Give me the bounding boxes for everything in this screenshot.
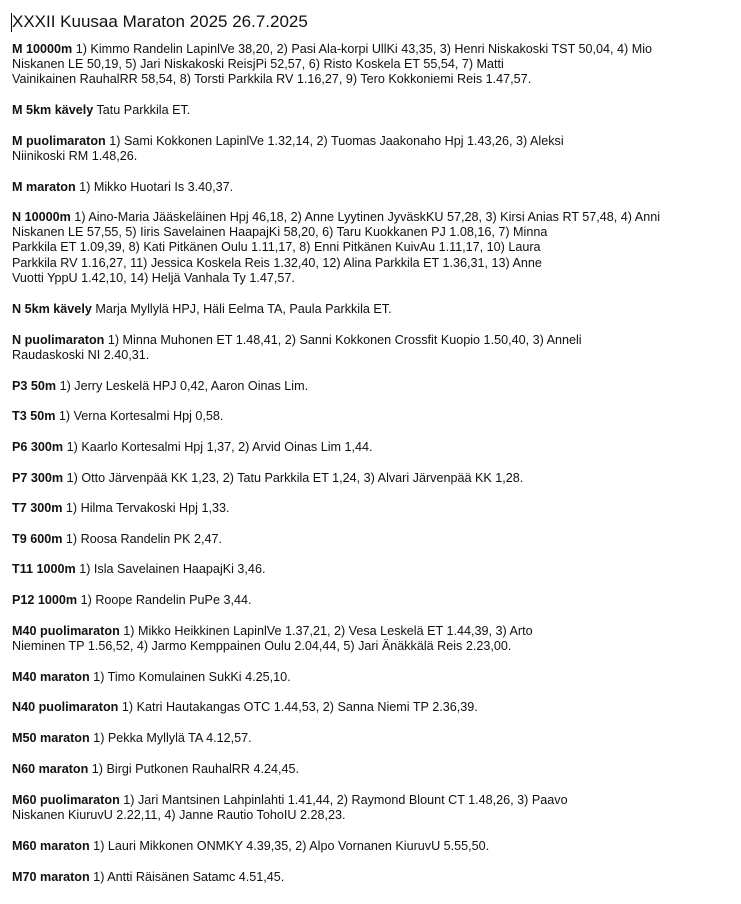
category-label: P7 300m: [12, 471, 64, 485]
result-line: [12, 149, 712, 164]
result-paragraph: [12, 624, 712, 654]
result-line: [12, 793, 712, 808]
result-text: 1) Kaarlo Kortesalmi Hpj 1,37, 2) Arvid Oinas Lim 1,44.: [63, 440, 373, 454]
result-text: 1) Roosa Randelin PK 2,47.: [62, 532, 223, 546]
result-line: [12, 72, 712, 87]
result-line: [12, 42, 712, 57]
document-title: XXXII Kuusaa Maraton 2025 26.7.2025: [12, 12, 308, 31]
result-paragraph: [12, 593, 712, 608]
category-label: M maraton: [12, 180, 76, 194]
result-line: [12, 700, 712, 715]
result-line: [12, 379, 712, 394]
category-label: N puolimaraton: [12, 333, 105, 347]
result-line: [12, 624, 712, 639]
category-label: T7 300m: [12, 501, 63, 515]
result-line: [12, 134, 712, 149]
result-paragraph: [12, 333, 712, 363]
category-label: P12 1000m: [12, 593, 78, 607]
result-text: 1) Mikko Heikkinen LapinlVe 1.37,21, 2) Vesa Leskelä ET 1.44,39, 3) Arto: [119, 624, 533, 638]
result-text: Niinikoski RM 1.48,26.: [12, 149, 138, 164]
result-paragraph: [12, 731, 712, 746]
result-paragraph: [12, 870, 712, 885]
result-paragraph: [12, 440, 712, 455]
result-text: 1) Jerry Leskelä HPJ 0,42, Aaron Oinas Lim.: [56, 379, 309, 393]
result-text: 1) Roope Randelin PuPe 3,44.: [77, 593, 252, 607]
result-text: Niskanen LE 57,55, 5) Iiris Savelainen HaapajKi 58,20, 6) Taru Kuokkanen PJ 1.08,16, 7) Minna: [12, 225, 548, 240]
result-text: Nieminen TP 1.56,52, 4) Jarmo Kemppainen Oulu 2.04,44, 5) Jari Änäkkälä Reis 2.23,00.: [12, 639, 512, 654]
result-text: Vainikainen RauhalRR 58,54, 8) Torsti Parkkila RV 1.16,27, 9) Tero Kokkoniemi Reis 1.47,57.: [12, 72, 532, 87]
category-label: N 5km kävely: [12, 302, 92, 316]
category-label: M70 maraton: [12, 870, 90, 884]
result-paragraph: [12, 134, 712, 164]
result-paragraph: [12, 700, 712, 715]
result-paragraph: [12, 302, 712, 317]
result-paragraph: [12, 532, 712, 547]
category-label: N60 maraton: [12, 762, 89, 776]
result-line: [12, 670, 712, 685]
result-line: [12, 593, 712, 608]
category-label: N40 puolimaraton: [12, 700, 119, 714]
result-paragraph: [12, 670, 712, 685]
result-text: Marja Myllylä HPJ, Häli Eelma TA, Paula Parkkila ET.: [91, 302, 392, 316]
result-text: Tatu Parkkila ET.: [93, 103, 191, 117]
result-text: Vuotti YppU 1.42,10, 14) Heljä Vanhala Ty 1.47,57.: [12, 270, 295, 285]
result-line: [12, 225, 712, 240]
result-paragraph: [12, 562, 712, 577]
result-text: 1) Birgi Putkonen RauhalRR 4.24,45.: [88, 762, 300, 776]
result-text: 1) Antti Räisänen Satamc 4.51,45.: [89, 870, 285, 884]
result-line: [12, 562, 712, 577]
result-paragraph: [12, 793, 712, 823]
result-line: [12, 731, 712, 746]
result-text: 1) Sami Kokkonen LapinlVe 1.32,14, 2) Tuomas Jaakonaho Hpj 1.43,26, 3) Aleksi: [105, 134, 564, 148]
result-text: Parkkila ET 1.09,39, 8) Kati Pitkänen Oulu 1.11,17, 8) Enni Pitkänen KuivAu 1.11,17, 10) Laura: [12, 240, 541, 255]
result-text: 1) Katri Hautakangas OTC 1.44,53, 2) Sanna Niemi TP 2.36,39.: [118, 700, 478, 714]
result-line: [12, 271, 712, 286]
category-label: T11 1000m: [12, 562, 76, 576]
result-text: 1) Verna Kortesalmi Hpj 0,58.: [55, 409, 224, 423]
category-label: M50 maraton: [12, 731, 90, 745]
result-line: [12, 532, 712, 547]
result-text: 1) Timo Komulainen SukKi 4.25,10.: [89, 670, 291, 684]
category-label: M puolimaraton: [12, 134, 106, 148]
result-text: 1) Pekka Myllylä TA 4.12,57.: [89, 731, 252, 745]
result-text: 1) Isla Savelainen HaapajKi 3,46.: [75, 562, 266, 576]
result-text: Niskanen LE 50,19, 5) Jari Niskakoski ReisjPi 52,57, 6) Risto Koskela ET 55,54, 7) Matti: [12, 57, 504, 72]
category-label: M 5km kävely: [12, 103, 94, 117]
category-label: T9 600m: [12, 532, 63, 546]
result-line: [12, 302, 712, 317]
result-text: 1) Otto Järvenpää KK 1,23, 2) Tatu Parkkila ET 1,24, 3) Alvari Järvenpää KK 1,28.: [63, 471, 524, 485]
result-text: 1) Jari Mantsinen Lahpinlahti 1.41,44, 2) Raymond Blount CT 1.48,26, 3) Paavo: [119, 793, 568, 807]
result-paragraph: [12, 501, 712, 516]
result-line: [12, 762, 712, 777]
result-line: [12, 57, 712, 72]
result-line: [12, 240, 712, 255]
category-label: P6 300m: [12, 440, 64, 454]
result-text: Raudaskoski NI 2.40,31.: [12, 348, 150, 363]
result-line: [12, 348, 712, 363]
result-line: [12, 870, 712, 885]
result-line: [12, 256, 712, 271]
result-line: [12, 103, 712, 118]
result-line: [12, 639, 712, 654]
result-line: [12, 471, 712, 486]
category-label: P3 50m: [12, 379, 57, 393]
result-paragraph: [12, 103, 712, 118]
result-text: 1) Mikko Huotari Is 3.40,37.: [75, 180, 234, 194]
result-paragraph: [12, 42, 712, 88]
result-line: [12, 808, 712, 823]
result-line: [12, 501, 712, 516]
result-line: [12, 210, 712, 225]
result-text: 1) Hilma Tervakoski Hpj 1,33.: [62, 501, 230, 515]
result-line: [12, 839, 712, 854]
result-paragraph: [12, 471, 712, 486]
category-label: M60 puolimaraton: [12, 793, 120, 807]
result-paragraph: [12, 839, 712, 854]
result-text: Niskanen KiuruvU 2.22,11, 4) Janne Rautio TohoIU 2.28,23.: [12, 808, 346, 823]
result-paragraph: [12, 762, 712, 777]
result-line: [12, 440, 712, 455]
category-label: T3 50m: [12, 409, 56, 423]
result-paragraph: [12, 210, 712, 286]
category-label: M 10000m: [12, 42, 73, 56]
result-paragraph: [12, 409, 712, 424]
result-text: 1) Kimmo Randelin LapinlVe 38,20, 2) Pasi Ala-korpi UllKi 43,35, 3) Henri Niskakoski TST 50,04, 4) Mio: [72, 42, 653, 56]
result-text: 1) Lauri Mikkonen ONMKY 4.39,35, 2) Alpo Vornanen KiuruvU 5.55,50.: [89, 839, 490, 853]
category-label: M40 puolimaraton: [12, 624, 120, 638]
result-line: [12, 333, 712, 348]
result-paragraph: [12, 180, 712, 195]
result-line: [12, 180, 712, 195]
category-label: M60 maraton: [12, 839, 90, 853]
result-text: Parkkila RV 1.16,27, 11) Jessica Koskela Reis 1.32,40, 12) Alina Parkkila ET 1.36,31, 13) Anne: [12, 255, 542, 270]
result-text: 1) Aino-Maria Jääskeläinen Hpj 46,18, 2) Anne Lyytinen JyväskKU 57,28, 3) Kirsi Anias RT 57,48, 4) Anni: [70, 210, 661, 224]
category-label: N 10000m: [12, 210, 71, 224]
result-paragraph: [12, 379, 712, 394]
category-label: M40 maraton: [12, 670, 90, 684]
result-text: 1) Minna Muhonen ET 1.48,41, 2) Sanni Kokkonen Crossfit Kuopio 1.50,40, 3) Anneli: [104, 333, 582, 347]
result-line: [12, 409, 712, 424]
